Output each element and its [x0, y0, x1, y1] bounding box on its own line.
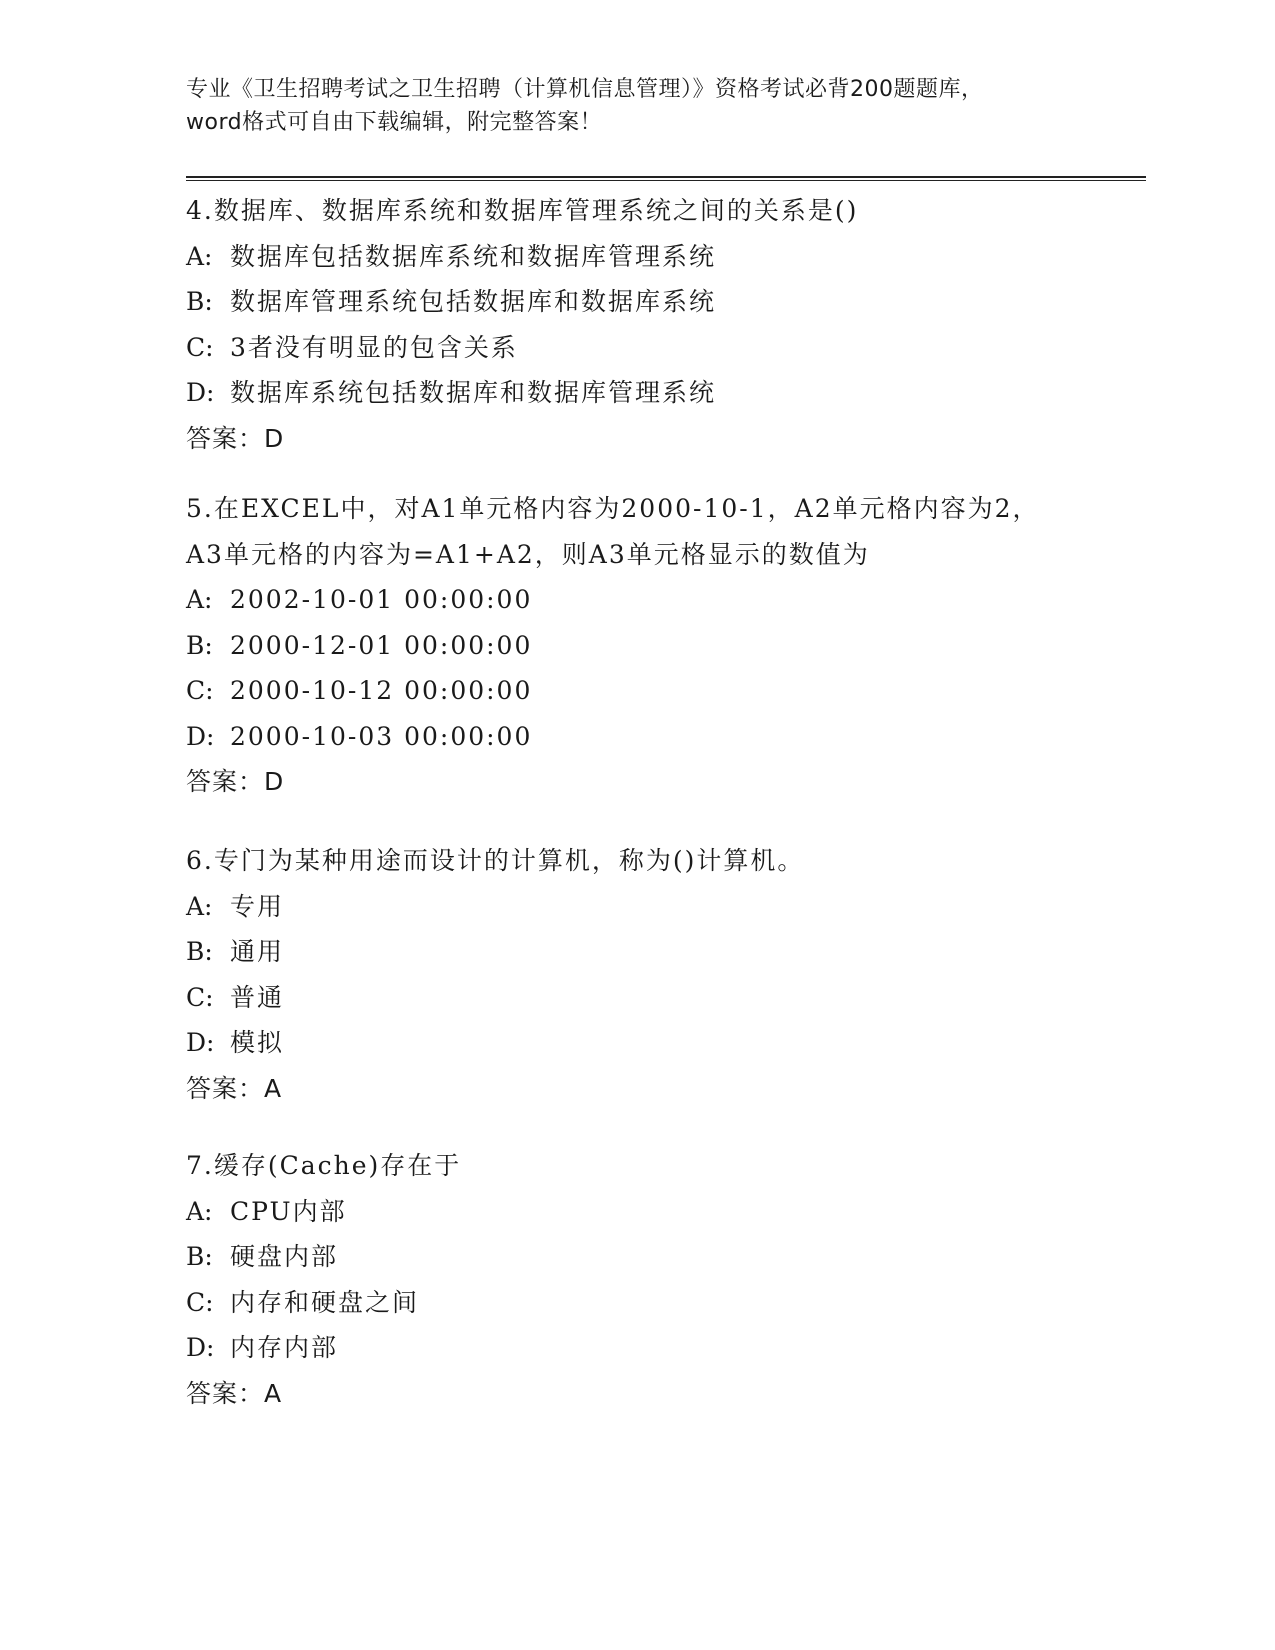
option-d: D: 2000-10-03 00:00:00 [186, 721, 533, 751]
question-block [186, 838, 1146, 1111]
question-block [186, 1143, 1146, 1416]
question-stem: 4.数据库、数据库系统和数据库管理系统之间的关系是() [186, 196, 859, 225]
option-a: A: 专用 [186, 891, 285, 921]
option-b: B: 通用 [186, 937, 285, 966]
answer-text: 答案：D [186, 767, 285, 796]
question-stem-continued: A3单元格的内容为=A1+A2，则A3单元格显示的数值为 [186, 539, 870, 569]
answer-text: 答案：D [186, 423, 285, 453]
option-d: D: 数据库系统包括数据库和数据库管理系统 [186, 378, 717, 407]
answer-text: 答案：A [186, 1073, 283, 1103]
option-c: C: 普通 [186, 982, 285, 1012]
option-b: B: 硬盘内部 [186, 1242, 339, 1271]
header-line-2: word格式可自由下载编辑，附完整答案！ [186, 110, 603, 135]
header-line-1: 专业《卫生招聘考试之卫生招聘（计算机信息管理）》资格考试必背200题题库， [186, 77, 984, 102]
question-block [186, 188, 1146, 461]
question-stem: 6.专门为某种用途而设计的计算机，称为()计算机。 [186, 846, 805, 875]
question-stem: 5.在EXCEL中，对A1单元格内容为2000-10-1，A2单元格内容为2， [186, 494, 1040, 523]
option-c: C: 3者没有明显的包含关系 [186, 332, 518, 362]
question-block [186, 486, 1146, 805]
answer-text: 答案：A [186, 1378, 283, 1408]
option-d: D: 模拟 [186, 1028, 285, 1057]
header-divider [186, 176, 1146, 182]
option-c: C: 内存和硬盘之间 [186, 1287, 420, 1317]
option-a: A: CPU内部 [186, 1196, 347, 1226]
option-b: B: 2000-12-01 00:00:00 [186, 630, 533, 660]
option-c: C: 2000-10-12 00:00:00 [186, 676, 533, 705]
option-a: A: 数据库包括数据库系统和数据库管理系统 [186, 241, 717, 271]
option-d: D: 内存内部 [186, 1333, 339, 1362]
option-a: A: 2002-10-01 00:00:00 [186, 585, 533, 614]
question-stem: 7.缓存(Cache)存在于 [186, 1151, 462, 1180]
document-header [186, 73, 1146, 139]
option-b: B: 数据库管理系统包括数据库和数据库系统 [186, 287, 717, 316]
